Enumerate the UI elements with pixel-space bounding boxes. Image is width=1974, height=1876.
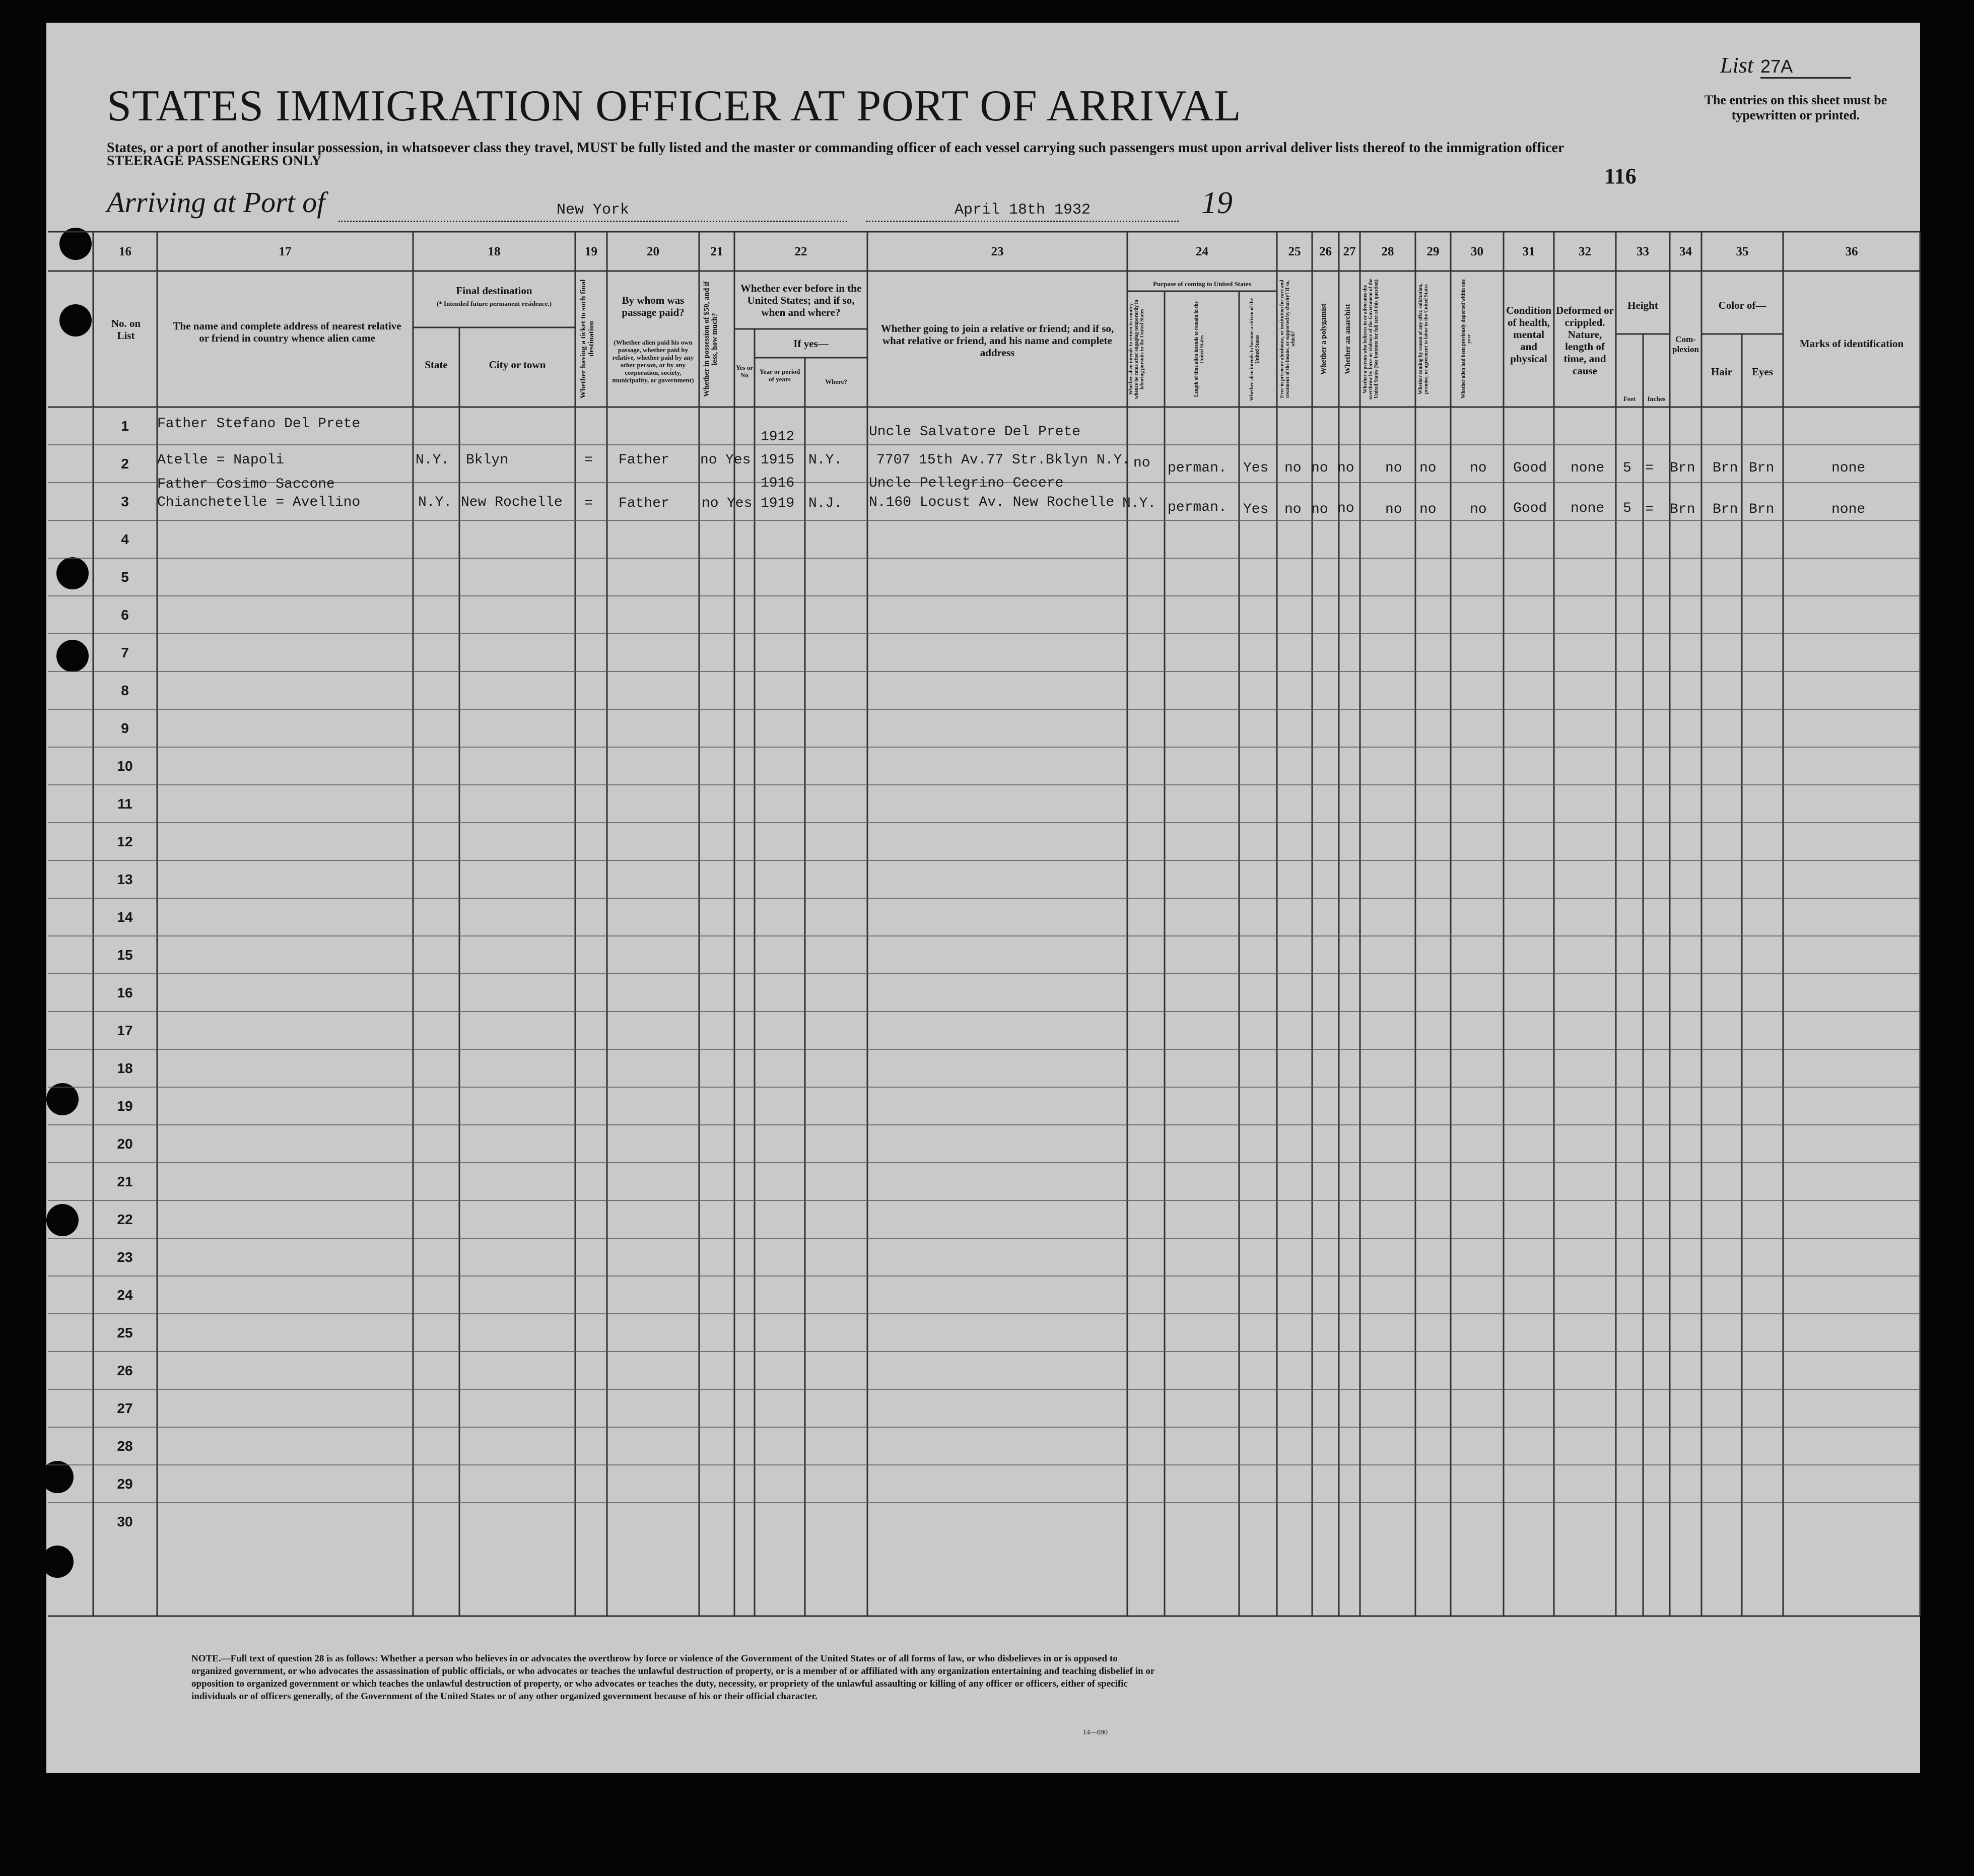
- row-number: 28: [117, 1438, 133, 1454]
- col-25-number: 25: [1288, 245, 1301, 258]
- col-30-label: Whether alien had been previously deported within one year: [1461, 279, 1472, 399]
- page-number: 116: [1604, 164, 1637, 188]
- row-number: 12: [117, 834, 133, 849]
- row2-join-address: N.160 Locust Av. New Rochelle: [869, 495, 1115, 510]
- row1-marks: none: [1831, 460, 1866, 476]
- col-27-label: Whether an anarchist: [1344, 304, 1352, 374]
- list-value: 27A: [1760, 56, 1851, 79]
- row2-years-first: 1916: [761, 476, 795, 491]
- row2-feet: 5: [1623, 501, 1631, 516]
- col-31-number: 31: [1522, 245, 1535, 258]
- row2-health: Good: [1513, 501, 1547, 516]
- row1-city: Bklyn: [466, 452, 509, 468]
- row1-hair: Brn: [1713, 460, 1738, 476]
- col-18-note: (* Intended future permanent residence.): [436, 300, 552, 307]
- row2-where: N.J.: [808, 496, 843, 511]
- row2-join-name: Uncle Pellegrino Cecere: [869, 476, 1064, 491]
- col-23-label: Whether going to join a relative or friend; and if so, what relative or friend, and his name and complete address: [880, 322, 1114, 359]
- row1-complexion: Brn: [1670, 460, 1695, 476]
- col-24-label: Purpose of coming to United States: [1153, 280, 1251, 288]
- col-22-ifyes: If yes—: [793, 338, 829, 350]
- row1-feet: 5: [1623, 460, 1631, 476]
- row2-ticket: =: [584, 496, 593, 511]
- row2-prison: no: [1284, 502, 1302, 517]
- row2-years-second: 1919: [761, 496, 795, 511]
- col-22-period: Year or period of years: [759, 368, 800, 383]
- row-number: 5: [121, 569, 129, 585]
- row-number: 1: [121, 418, 129, 434]
- form-instructions: States, or a port of another insular possession, in whatsoever class they travel, MUST be fully listed and the master or commanding officer of each vessel carrying such passengers must upon arrival deliver lists thereof to the immigration officer: [107, 140, 1564, 156]
- row1-relative-name: Father Stefano Del Prete: [157, 416, 361, 432]
- col-31-label: Condition of health, mental and physical: [1506, 304, 1551, 365]
- row1-q29: no: [1419, 460, 1437, 476]
- col-35-number: 35: [1736, 245, 1749, 258]
- row-number: 9: [121, 720, 129, 736]
- typewritten-note: The entries on this sheet must be typewritten or printed.: [1704, 93, 1887, 122]
- col-26-number: 26: [1319, 245, 1332, 258]
- row1-relative-town: Atelle = Napoli: [157, 452, 285, 468]
- row1-paid-by: Father: [619, 452, 669, 468]
- col-35-eyes: Eyes: [1752, 366, 1773, 378]
- row-number: 27: [117, 1400, 133, 1416]
- col-18-city: City or town: [489, 359, 546, 371]
- row-number: 11: [117, 796, 132, 812]
- row-number: 22: [117, 1212, 133, 1227]
- arriving-label: Arriving at Port of: [107, 186, 325, 219]
- col-32-label: Deformed or crippled. Nature, length of time, and cause: [1556, 304, 1614, 377]
- col-24-length: Length of time alien intends to remain in the United States: [1194, 301, 1205, 397]
- col-28-number: 28: [1381, 245, 1394, 258]
- row2-relative-town: Chianchetelle = Avellino: [157, 495, 361, 510]
- row-number: 20: [117, 1136, 133, 1152]
- row-number: 8: [121, 683, 129, 698]
- row-number: 24: [117, 1287, 133, 1303]
- row1-inches: =: [1645, 460, 1654, 476]
- row-number: 14: [117, 909, 133, 925]
- row1-where: N.Y.: [808, 452, 843, 468]
- row2-marks: none: [1831, 502, 1866, 517]
- row-number: 17: [117, 1023, 133, 1038]
- row-number: 21: [117, 1174, 133, 1189]
- col-35-hair: Hair: [1711, 366, 1732, 378]
- row1-polygamist: no: [1311, 460, 1328, 476]
- row1-years-first: 1912: [761, 429, 795, 445]
- col-19-label: Whether having a ticket to such final destination: [579, 279, 595, 399]
- col-20-number: 20: [647, 245, 659, 258]
- row1-q30: no: [1470, 460, 1487, 476]
- row1-length: perman.: [1168, 460, 1227, 476]
- col-29-label: Whether coming by reason of any offer, solicitation, promise, or agreement to labor in the United States: [1418, 283, 1429, 395]
- col-35-label: Color of—: [1718, 299, 1766, 311]
- col-21-label: Whether in possession of $50, and if less, how much?: [703, 281, 719, 397]
- col-18-state: State: [425, 359, 448, 371]
- col-33-number: 33: [1637, 245, 1649, 258]
- col-21-number: 21: [710, 245, 723, 258]
- col-32-number: 32: [1579, 245, 1591, 258]
- col-34-number: 34: [1679, 245, 1692, 258]
- list-number: List 27A: [1720, 52, 1851, 79]
- row1-prison: no: [1284, 460, 1302, 476]
- row-number: 3: [121, 494, 129, 509]
- col-18-number: 18: [488, 245, 501, 258]
- col-27-number: 27: [1343, 245, 1356, 258]
- col-24-number: 24: [1196, 245, 1208, 258]
- col-22-label: Whether ever before in the United States; and if so, when and where?: [740, 282, 862, 318]
- col-20-label: By whom was passage paid?: [622, 294, 685, 318]
- row-number: 13: [117, 872, 133, 887]
- col-22-number: 22: [794, 245, 807, 258]
- row-number: 4: [121, 531, 129, 547]
- row2-money: no: [702, 496, 719, 511]
- row-number: 29: [117, 1476, 133, 1492]
- row2-complexion: Brn: [1670, 502, 1695, 517]
- row-number: 2: [121, 456, 129, 472]
- col-24-return: Whether alien intends to return to country whence he came after engaging temporarily in laboring pursuits in the United States: [1128, 300, 1145, 399]
- row-number: 16: [117, 985, 133, 1000]
- col-26-label: Whether a polygamist: [1320, 303, 1328, 375]
- row2-relative-name: Father Cosimo Saccone: [157, 477, 335, 492]
- col-33-label: Height: [1627, 299, 1658, 311]
- row1-citizen: Yes: [1243, 460, 1269, 476]
- form-code: 14—690: [1083, 1729, 1108, 1736]
- row-number: 15: [117, 947, 133, 963]
- passenger-class: STEERAGE PASSENGERS ONLY: [107, 153, 322, 169]
- form-title: STATES IMMIGRATION OFFICER AT PORT OF ARRIVAL: [107, 82, 1242, 130]
- row2-length: perman.: [1168, 500, 1227, 515]
- row-number: 10: [117, 758, 133, 774]
- row-number: 7: [121, 645, 129, 660]
- row2-polygamist: no: [1311, 502, 1328, 517]
- row1-years-second: 1915: [761, 452, 795, 468]
- row2-city: New Rochelle: [461, 495, 563, 510]
- row1-before: Yes: [725, 452, 751, 468]
- row-number: 26: [117, 1363, 133, 1378]
- col-25-label: Ever in prison or almshouse, or institution for care and treatment of the insane, or supported by charity? If so, which?: [1279, 280, 1296, 398]
- row2-before: Yes: [727, 496, 753, 511]
- row2-anarchist: no: [1337, 501, 1354, 516]
- year-prefix: 19: [1201, 186, 1233, 220]
- row-number: 25: [117, 1325, 133, 1341]
- row2-return: N.Y.: [1122, 496, 1156, 511]
- col-16-label: No. on List: [111, 317, 141, 342]
- row1-return: no: [1133, 455, 1150, 471]
- col-23-number: 23: [991, 245, 1004, 258]
- col-30-number: 30: [1471, 245, 1483, 258]
- col-17-number: 17: [279, 245, 292, 258]
- row-number: 6: [121, 607, 129, 623]
- date-field: April 18th 1932: [866, 202, 1179, 222]
- row1-state: N.Y.: [416, 452, 450, 468]
- row2-q30: no: [1470, 502, 1487, 517]
- col-34-label: Com-plexion: [1672, 334, 1699, 354]
- row1-money: no: [700, 452, 717, 468]
- col-18-label: Final destination: [456, 285, 532, 297]
- col-17-label: The name and complete address of nearest relative or friend in country whence alien came: [173, 320, 401, 344]
- row2-state: N.Y.: [418, 495, 452, 510]
- row-number: 18: [117, 1060, 133, 1076]
- row2-inches: =: [1645, 502, 1654, 517]
- col-24-citizen: Whether alien intends to become a citizen of the United States: [1249, 298, 1260, 401]
- row2-deformed: none: [1571, 501, 1605, 516]
- col-36-label: Marks of identification: [1799, 338, 1904, 350]
- col-16-number: 16: [119, 245, 131, 258]
- row1-anarchist: no: [1337, 460, 1354, 476]
- row2-q28: no: [1385, 502, 1402, 517]
- row-number: 19: [117, 1098, 133, 1114]
- row2-citizen: Yes: [1243, 502, 1269, 517]
- port-field: New York: [338, 202, 847, 222]
- col-33-inches: Inches: [1647, 395, 1666, 403]
- row-number: 23: [117, 1249, 133, 1265]
- footnote-question-28: NOTE.—Full text of question 28 is as follows: Whether a person who believes in or advocates the overthrow by force or violence of the Government of the United States or of all forms of law, or who disbelieves in or is opposed to organized government, or who advocates the assassination of public officials, or who advocates or teaches the unlawful destruction of property, or is a member of or affiliated with any organization entertaining and teaching disbelief in or opposition to organized government or which teaches the unlawful destruction of property, or who advocates or teaches the duty, necessity, or propriety of the unlawful assaulting or killing of any officer or officers, either of specific individuals or of officers generally, of the Government of the United States or of any other organized government because of his or their official character.: [191, 1653, 1154, 1702]
- col-20-note: (Whether alien paid his own passage, whether paid by relative, whether paid by any other person, or by any corporation, society, municipality, or government): [612, 339, 694, 384]
- row1-deformed: none: [1571, 460, 1605, 476]
- col-22-where: Where?: [825, 378, 847, 385]
- col-28-label: Whether a person who believes in or advocates the overthrow by force or violence of the Government of the United States (See footnote for full text of this question): [1363, 279, 1379, 399]
- col-33-feet: Feet: [1623, 395, 1636, 403]
- row1-eyes: Brn: [1749, 460, 1775, 476]
- col-36-number: 36: [1845, 245, 1858, 258]
- row2-eyes: Brn: [1749, 502, 1775, 517]
- row1-join-address: 7707 15th Av.77 Str.Bklyn N.Y.: [876, 452, 1131, 468]
- col-22-yesno: Yes or No: [735, 364, 754, 379]
- row2-hair: Brn: [1713, 502, 1738, 517]
- col-19-number: 19: [585, 245, 597, 258]
- col-29-number: 29: [1426, 245, 1440, 258]
- row2-q29: no: [1419, 502, 1437, 517]
- row1-q28: no: [1385, 460, 1402, 476]
- row1-join-name: Uncle Salvatore Del Prete: [869, 424, 1081, 440]
- row2-paid-by: Father: [619, 496, 669, 511]
- row1-ticket: =: [584, 452, 593, 468]
- row1-health: Good: [1513, 460, 1547, 476]
- row-number: 30: [117, 1514, 133, 1529]
